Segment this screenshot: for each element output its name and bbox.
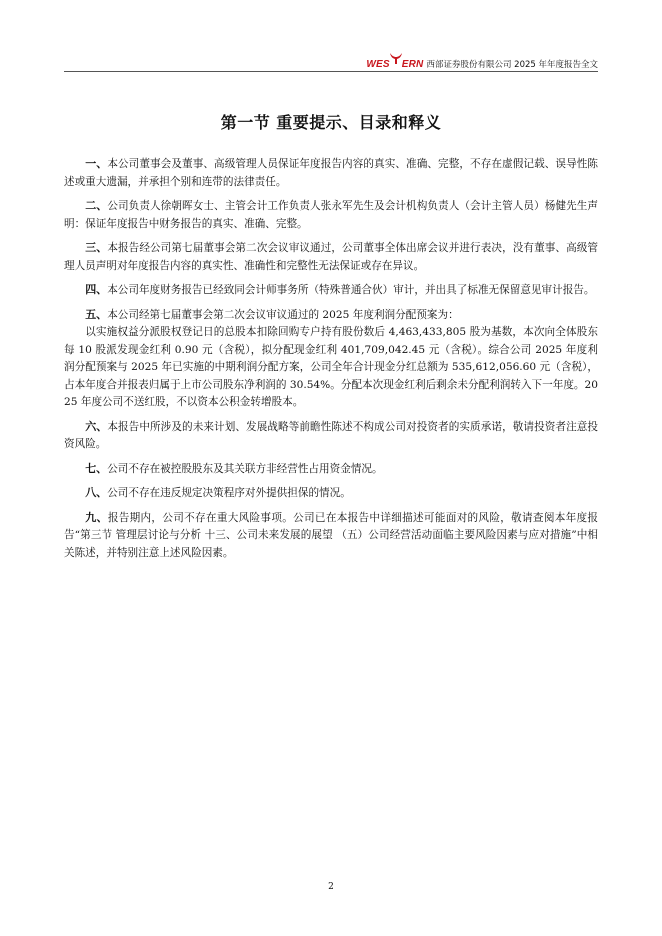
item-text: 公司不存在被控股股东及其关联方非经营性占用资金情况。 [107, 462, 383, 475]
notice-item-5 [64, 306, 598, 325]
item-text: 公司负责人徐朝晖女士、主管会计工作负责人张永军先生及会计机构负责人（会计主管人员）杨健先生声明：保证年度报告中财务报告的真实、准确、完整。 [64, 200, 599, 230]
item-text: 本报告经公司第七届董事会第二次会议审议通过，公司董事全体出席会议并进行表决，没有董事、高级管理人员声明对年度报告内容的真实性、准确性和完整性无法保证或存在异议。 [64, 242, 599, 272]
profit-distribution-detail: 以实施权益分派股权登记日的总股本扣除回购专户持有股份数后 4,463,433,805 股为基数，本次向全体股东每 10 股派发现金红利 0.90 元（含税），拟分配现金红利 401,709,042.45 元（含税）。综合公司 2025 年度利润分配预案与 2025 年已实施的中期利润分配方案，公司全年合计现金分红总额为 535,612,056.60 元（含税），占本年度合并报表归属于上市公司股东净利润的 30.54%。分配本次现金红利后剩余未分配利润转入下一年度。2025 年度公司不送红股，不以资本公积金转增股本。 [64, 326, 598, 408]
western-securities-logo [366, 58, 423, 70]
item-number: 七、 [85, 461, 108, 475]
item-text: 本公司年度财务报告已经致同会计师事务所（特殊普通合伙）审计，并出具了标准无保留意见审计报告。 [107, 284, 595, 296]
item-number: 八、 [85, 486, 108, 499]
notice-item-4 [64, 281, 598, 300]
notice-item-3 [64, 239, 598, 275]
notice-item-7 [64, 460, 598, 479]
item-text: 报告期内，公司不存在重大风险事项。公司已在本报告中详细描述可能面对的风险，敬请查阅本年度报告“第三节 管理层讨论与分析 十三、公司未来发展的展望 （五）公司经营活动面临主要风险因素与应对措施”中相关陈述，并特别注意上述风险因素。 [64, 511, 599, 559]
notice-item-1 [64, 155, 598, 191]
item-text: 本公司董事会及董事、高级管理人员保证年度报告内容的真实、准确、完整，不存在虚假记载、误导性陈述或重大遗漏，并承担个别和连带的法律责任。 [64, 158, 599, 188]
item-number: 五、 [85, 307, 108, 321]
item-number: 九、 [85, 510, 108, 524]
section-title: 第一节 重要提示、目录和释义 [220, 113, 442, 132]
header-divider [64, 71, 598, 72]
item-number: 一、 [85, 157, 108, 170]
item-text: 本公司经第七届董事会第二次会议审议通过的 2025 年度利润分配预案为： [107, 308, 459, 321]
notice-item-9 [64, 509, 598, 563]
notice-item-2 [64, 197, 598, 233]
logo-text-ern: ERN [401, 59, 424, 70]
important-notice-body [64, 155, 598, 568]
report-header-title: 西部证券股份有限公司 2025 年年度报告全文 [426, 60, 598, 70]
item-number: 二、 [85, 199, 108, 212]
logo-text-wes: WES [366, 59, 390, 70]
notice-item-6 [64, 418, 598, 454]
bull-horns-icon [389, 52, 403, 64]
item-number: 三、 [85, 241, 108, 254]
item-number: 六、 [85, 419, 108, 433]
page-number: 2 [328, 882, 334, 892]
notice-item-8 [64, 484, 598, 503]
item-text: 公司不存在违反规定决策程序对外提供担保的情况。 [107, 487, 351, 499]
item-number: 四、 [85, 283, 108, 296]
page-header [64, 46, 598, 70]
item-text: 本报告中所涉及的未来计划、发展战略等前瞻性陈述不构成公司对投资者的实质承诺，敬请投资者注意投资风险。 [64, 420, 599, 450]
